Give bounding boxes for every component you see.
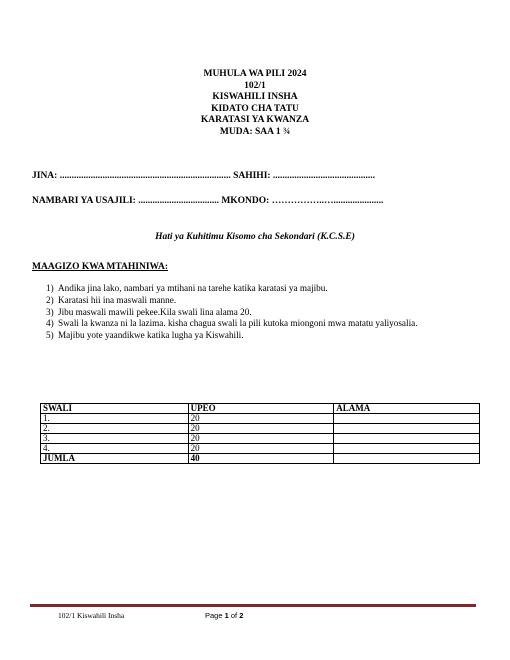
instruction-item: 1) Andika jina lako, nambari ya mtihani na tarehe katika karatasi ya majibu.	[46, 283, 328, 293]
total-score-cell	[334, 454, 480, 464]
paper-number: KARATASI YA KWANZA	[200, 115, 310, 125]
table-row	[41, 424, 480, 434]
question-number: 1.	[41, 414, 189, 424]
total-label: JUMLA	[41, 454, 189, 464]
marks-score-cell	[334, 434, 480, 444]
marks-score-cell	[334, 424, 480, 434]
exam-session: MUHULA WA PILI 2024	[203, 69, 307, 79]
question-number: 2.	[41, 424, 189, 434]
marks-table	[40, 403, 480, 464]
certificate-title: Hati ya Kuhitimu Kisomo cha Sekondari (K.C.S.E)	[155, 232, 355, 242]
column-header-swali: SWALI	[41, 404, 189, 414]
form-level: KIDATO CHA TATU	[211, 103, 299, 114]
paper-code: 102/1	[244, 80, 266, 91]
table-row	[41, 434, 480, 444]
instruction-item: 3) Jibu maswali mawili pekee.Kila swali lina alama 20.	[46, 306, 252, 317]
instructions-list	[46, 283, 418, 342]
table-row	[41, 414, 480, 424]
footer-divider	[30, 604, 476, 607]
total-max-marks: 40	[188, 454, 334, 464]
marks-score-cell	[334, 414, 480, 424]
max-marks: 20	[188, 434, 334, 444]
question-number: 4.	[41, 444, 189, 454]
max-marks: 20	[188, 424, 334, 434]
column-header-alama: ALAMA	[334, 404, 480, 414]
table-header-row	[41, 404, 480, 414]
duration: MUDA: SAA 1 ¾	[219, 126, 291, 137]
instruction-item: 2) Karatasi hii ina maswali manne.	[46, 294, 177, 305]
column-header-upeo: UPEO	[188, 404, 334, 414]
page-number: Page 1 of 2	[205, 611, 244, 620]
instruction-item: 4) Swali la kwanza ni la lazima. kisha chagua swali la pili kutoka miongoni mwa matatu yaliyosalia.	[46, 318, 418, 329]
instructions-heading: MAAGIZO KWA MTAHINIWA:	[32, 262, 168, 272]
question-number: 3.	[41, 434, 189, 444]
footer-paper-label: 102/1 Kiswahili Insha	[58, 611, 125, 620]
max-marks: 20	[188, 444, 334, 454]
table-total-row	[41, 454, 480, 464]
table-row	[41, 444, 480, 454]
max-marks: 20	[188, 414, 334, 424]
name-signature-fields: JINA: ........................................................................ SAHIHI: ...........................................	[32, 171, 376, 181]
exam-header	[0, 69, 510, 138]
instruction-item: 5) Majibu yote yaandikwe katika lugha ya Kiswahili.	[46, 330, 244, 341]
subject-title: KISWAHILI INSHA	[212, 92, 298, 102]
marks-score-cell	[334, 444, 480, 454]
registration-stream-fields: NAMBARI YA USAJILI: .................................. MKONDO: ……………..….....................	[32, 196, 384, 206]
